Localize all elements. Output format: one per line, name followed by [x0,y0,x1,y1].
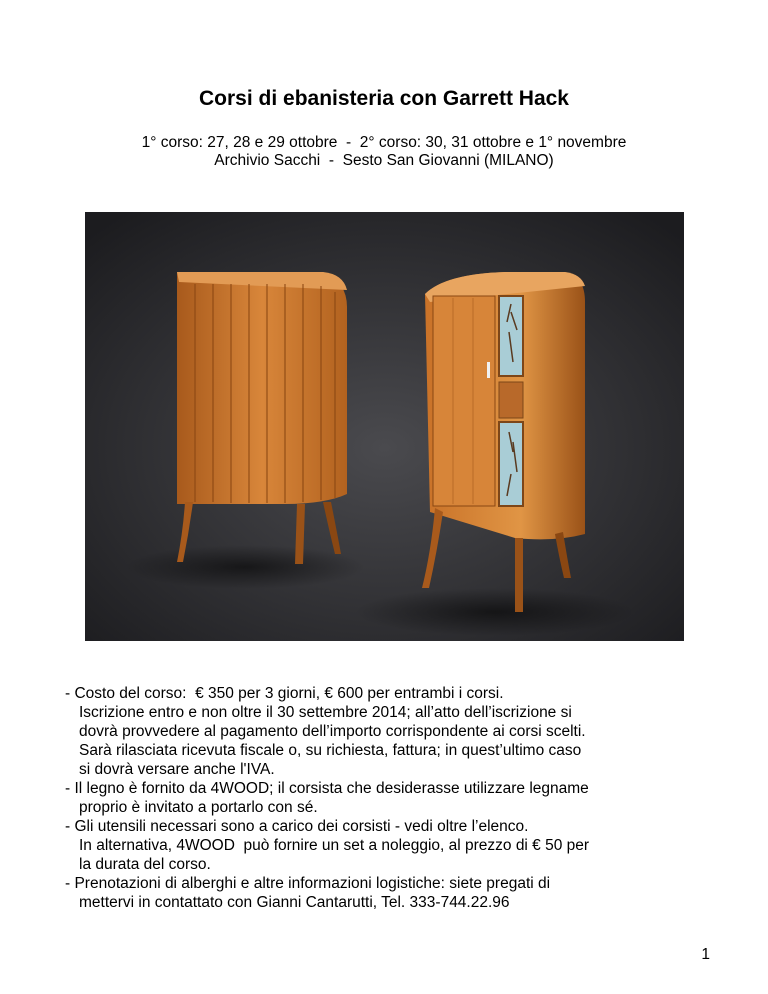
detail-line: proprio è invitato a portarlo con sé. [79,799,318,816]
detail-line: - Il legno è fornito da 4WOOD; il corsista che desiderasse utilizzare legname [65,780,589,797]
detail-line: la durata del corso. [79,856,211,873]
cabinets-photo [85,212,684,641]
detail-line: In alternativa, 4WOOD può fornire un set a noleggio, al prezzo di € 50 per [79,837,590,854]
detail-line: dovrà provvedere al pagamento dell’importo corrispondente ai corsi scelti. [79,723,586,740]
course-details [65,684,725,912]
detail-line: - Gli utensili necessari sono a carico dei corsisti - vedi oltre l’elenco. [65,818,529,835]
course-dates: 1° corso: 27, 28 e 29 ottobre - 2° corso: 30, 31 ottobre e 1° novembre [141,134,627,151]
detail-line: - Prenotazioni di alberghi e altre informazioni logistiche: siete pregati di [65,875,551,892]
detail-line: Iscrizione entro e non oltre il 30 settembre 2014; all’atto dell’iscrizione si [79,704,572,721]
page-number: 1 [701,946,710,963]
detail-line: - Costo del corso: € 350 per 3 giorni, € 600 per entrambi i corsi. [65,685,504,702]
detail-line: si dovrà versare anche l'IVA. [79,761,275,778]
page-title: Corsi di ebanisteria con Garrett Hack [199,87,569,110]
detail-line: Sarà rilasciata ricevuta fiscale o, su richiesta, fattura; in quest’ultimo caso [79,742,582,759]
detail-line: mettervi in contattato con Gianni Cantarutti, Tel. 333-744.22.96 [79,894,510,911]
cabinets-illustration [85,212,684,641]
course-location: Archivio Sacchi - Sesto San Giovanni (MILANO) [214,152,554,169]
